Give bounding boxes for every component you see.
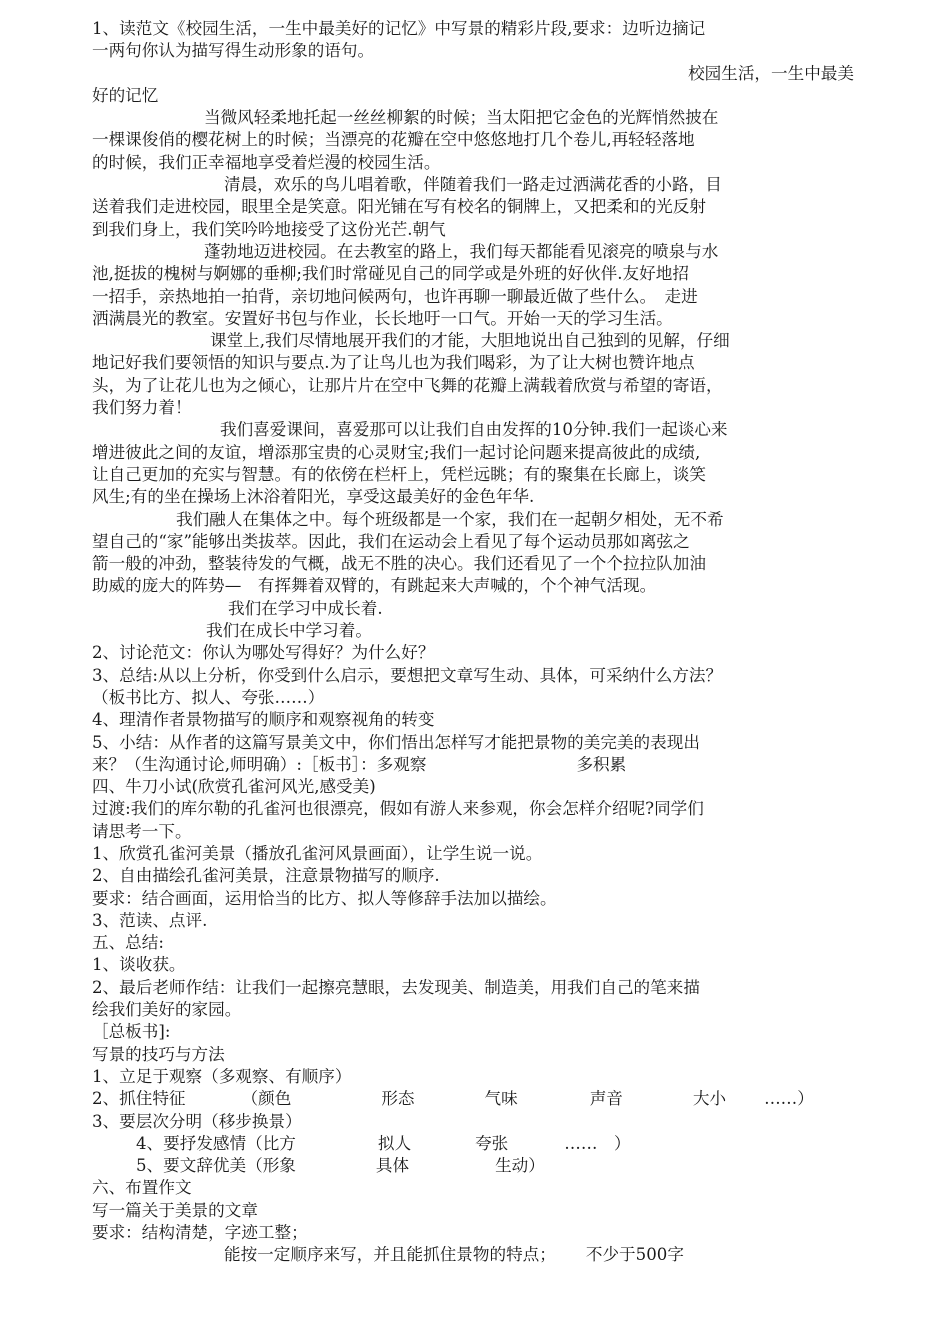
list-item-value: …… ）: [564, 1133, 631, 1153]
section-heading: 六、布置作文: [92, 1178, 192, 1198]
text-line: 1、立足于观察（多观察、有顺序）: [92, 1066, 352, 1086]
text-line: ［总板书]:: [92, 1022, 171, 1042]
text-line: 我们融人在集体之中。每个班级都是一个家，我们在一起朝夕相处，无不希: [176, 509, 724, 529]
text-line: 2、讨论范文：你认为哪处写得好？为什么好？: [92, 643, 435, 663]
text-line: 头，为了让花儿也为之倾心，让那片片在空中飞舞的花瓣上满载着欣赏与希望的寄语，: [92, 375, 723, 395]
text-line: 4、理清作者景物描写的顺序和观察视角的转变: [92, 710, 435, 730]
text-line: 5、小结：从作者的这篇写景美文中，你们悟出怎样写才能把景物的美完美的表现出: [92, 732, 700, 752]
text-line: 1、谈收获。: [92, 955, 186, 975]
text-line: 过渡:我们的库尔勒的孔雀河也很漂亮，假如有游人来参观，你会怎样介绍呢?同学们: [92, 799, 704, 819]
text-line: 风生;有的坐在操场上沐浴着阳光，享受这最美好的金色年华.: [92, 487, 535, 507]
list-item-value: 夸张: [475, 1133, 509, 1153]
text-line: 一两句你认为描写得生动形象的语句。: [92, 41, 375, 61]
text-line: 1、读范文《校园生活，一生中最美好的记忆》中写景的精彩片段,要求：边听边摘记: [92, 19, 706, 38]
text-line: 课堂上,我们尽情地展开我们的才能，大胆地说出自己独到的见解，仔细: [210, 331, 730, 351]
text-line: 箭一般的冲劲，整装待发的气概，战无不胜的决心。我们还看见了一个个拉拉队加油: [92, 554, 706, 574]
text-line: 的时候，我们正幸福地享受着烂漫的校园生活。: [92, 152, 441, 172]
requirement-text: 不少于500字: [585, 1245, 684, 1265]
section-heading: 四、牛刀小试(欣赏孔雀河风光,感受美): [92, 777, 376, 797]
text-line: 当微风轻柔地托起一丝丝柳絮的时候；当太阳把它金色的光辉悄然披在: [204, 108, 719, 128]
text-line: 1、欣赏孔雀河美景（播放孔雀河风景画面），让学生说一说。: [92, 843, 543, 863]
text-line: 3、要层次分明（移步换景）: [92, 1111, 302, 1131]
text-line: 助威的庞大的阵势— 有挥舞着双臂的，有跳起来大声喊的，个个神气活现。: [92, 576, 657, 596]
text-line: 写景的技巧与方法: [92, 1044, 225, 1064]
text-line: 蓬勃地迈进校园。在去教室的路上，我们每天都能看见滚亮的喷泉与水: [204, 241, 719, 261]
text-line: [92, 1244, 862, 1266]
list-item-value: 生动）: [495, 1156, 545, 1176]
list-item-value: 声音: [589, 1089, 623, 1109]
text-line: 清晨，欢乐的鸟儿唱着歌，伴随着我们一路走过洒满花香的小路，目: [224, 175, 722, 195]
text-line: 到我们身上，我们笑吟吟地接受了这份光芒.朝气: [92, 219, 446, 239]
list-item-value: 气味: [484, 1089, 518, 1109]
text-line: 3、总结:从以上分析，你受到什么启示，要想把文章写生动、具体，可采纳什么方法？: [92, 665, 723, 685]
text-line: 我们在学习中成长着.: [228, 598, 383, 618]
text-line: 一棵课俊俏的樱花树上的时候；当漂亮的花瓣在空中悠悠地打几个卷儿,再轻轻落地: [92, 130, 695, 150]
list-item-value: 具体: [375, 1156, 410, 1176]
text-line: 我们喜爱课间，喜爱那可以让我们自由发挥的10分钟.我们一起谈心来: [220, 420, 728, 440]
list-item-label: 5、要文辞优美（形象: [136, 1156, 296, 1176]
text-line: 我们在成长中学习着。: [206, 621, 372, 641]
text-line: 请思考一下。: [92, 821, 192, 841]
essay-title-line: 校园生活，一生中最美: [688, 63, 854, 83]
board-note: 多积累: [576, 754, 627, 774]
text-line: 要求：结合画面，运用恰当的比方、拟人等修辞手法加以描绘。: [92, 888, 557, 908]
text-line: [92, 1155, 862, 1177]
text-line: 池,挺拔的槐树与婀娜的垂柳;我们时常碰见自己的同学或是外班的好伙伴.友好地招: [92, 264, 689, 284]
text-line: 送着我们走进校园，眼里全是笑意。阳光铺在写有校名的铜牌上，又把柔和的光反射: [92, 197, 706, 217]
text-line: [92, 754, 862, 776]
board-note: 来？（生沟通讨论,师明确）:［板书］：多观察: [92, 754, 427, 774]
text-line: 让自己更加的充实与智慧。有的依傍在栏杆上，凭栏远眺；有的聚集在长廊上，谈笑: [92, 464, 706, 484]
text-line: 地记好我们要领悟的知识与要点.为了让鸟儿也为我们喝彩，为了让大树也赞许地点: [92, 353, 695, 373]
list-item-value: （颜色: [241, 1089, 292, 1109]
list-item-value: ……）: [764, 1089, 814, 1109]
text-line: [92, 1133, 862, 1155]
list-item-label: 2、抓住特征: [92, 1089, 186, 1109]
text-line: 2、最后老师作结：让我们一起擦亮慧眼，去发现美、制造美，用我们自己的笔来描: [92, 977, 700, 997]
text-line: （板书比方、拟人、夸张……）: [92, 687, 325, 707]
text-line: 洒满晨光的教室。安置好书包与作业，长长地吁一口气。开始一天的学习生活。: [92, 308, 673, 328]
requirement-text: 能按一定顺序来写，并且能抓住景物的特点；: [224, 1245, 556, 1265]
text-line: 要求：结构清楚，字迹工整；: [92, 1223, 308, 1243]
list-item-value: 拟人: [377, 1133, 412, 1153]
section-heading: 五、总结:: [92, 933, 164, 953]
text-line: 一招手，亲热地拍一拍背，亲切地问候两句，也许再聊一聊最近做了些什么。 走进: [92, 286, 698, 306]
list-item-value: 形态: [381, 1089, 415, 1109]
text-line: 增进彼此之间的友谊，增添那宝贵的心灵财宝;我们一起讨论问题来提高彼此的成绩,: [92, 442, 701, 462]
essay-title-line: 好的记忆: [92, 85, 159, 105]
list-item-value: 大小: [692, 1089, 727, 1109]
text-line: 3、范读、点评.: [92, 910, 208, 930]
list-item-label: 4、要抒发感情（比方: [136, 1133, 296, 1153]
text-line: [92, 1088, 862, 1110]
text-line: 2、自由描绘孔雀河美景，注意景物描写的顺序.: [92, 866, 440, 886]
text-line: 绘我们美好的家园。: [92, 1000, 242, 1020]
text-line: 我们努力着！: [92, 398, 192, 418]
text-line: 望自己的“家”能够出类拔萃。因此，我们在运动会上看见了每个运动员那如离弦之: [92, 531, 690, 551]
text-line: 写一篇关于美景的文章: [92, 1200, 258, 1220]
